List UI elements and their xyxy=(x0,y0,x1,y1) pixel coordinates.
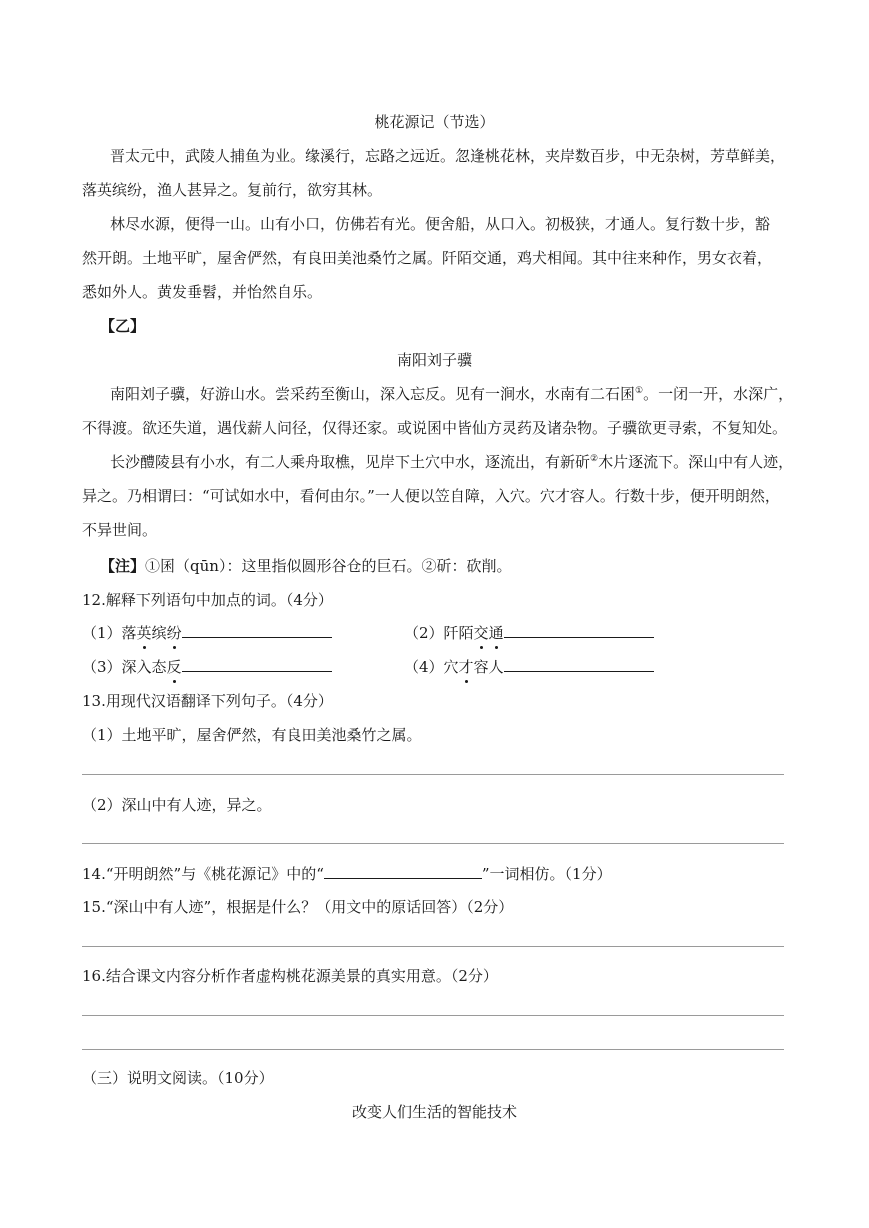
passage-b-tag: 【乙】 xyxy=(100,317,146,335)
passage-b-p2-line3: 不异世间。 xyxy=(82,521,158,539)
footnote-marker-1: ① xyxy=(635,386,644,396)
passage-a-p1-line2: 落英缤纷，渔人甚异之。复前行，欲穷其林。 xyxy=(82,181,383,199)
passage-a-p1-line1: 晋太元中，武陵人捕鱼为业。缘溪行，忘路之远近。忽逢桃花林，夹岸数百步，中无杂树，芳草鲜美， xyxy=(110,147,786,165)
q12-stem: 12.解释下列语句中加点的词。（4分） xyxy=(82,591,333,609)
q13-sentence-2: （2）深山中有人迹，异之。 xyxy=(82,796,272,814)
q16-stem: 16.结合课文内容分析作者虚构桃花源美景的真实用意。（2分） xyxy=(82,967,498,985)
footnote-marker-2: ② xyxy=(590,454,599,464)
q13-sentence-1: （1）土地平旷，屋舍俨然，有良田美池桑竹之属。 xyxy=(82,726,422,744)
section-3-title: 改变人们生活的智能技术 xyxy=(351,1103,517,1121)
q15-stem: 15.“深山中有人迹”，根据是什么？（用文中的原话回答）（2分） xyxy=(82,898,514,916)
passage-b-p1-line2: 不得渡。欲还失道，遇伐薪人问径，仅得还家。或说囷中皆仙方灵药及诸杂物。子骥欲更寻索，不复知处。 xyxy=(82,419,788,437)
q12-item-4: （4）穴才容人 xyxy=(404,656,654,677)
q12-item-3: （3）深入态反 xyxy=(82,656,332,677)
note-label: 【注】 xyxy=(100,557,146,575)
passage-b-p1-line1: 南阳刘子骥，好游山水。尝采药至衡山，深入忘反。见有一涧水，水南有二石囷①。一闭一开，水深广， xyxy=(110,385,794,403)
section-3-heading: （三）说明文阅读。（10分） xyxy=(82,1069,274,1087)
q13-answer-line-1[interactable] xyxy=(82,774,784,775)
q12-answer-1-blank[interactable] xyxy=(182,622,332,638)
passage-a-title: 桃花源记（节选） xyxy=(374,113,495,131)
q13-stem: 13.用现代汉语翻译下列句子。（4分） xyxy=(82,692,333,710)
passage-a-p2-line3: 悉如外人。黄发垂髫，并怡然自乐。 xyxy=(82,283,323,301)
q12-answer-2-blank[interactable] xyxy=(504,622,654,638)
q12-item-2: （2）阡陌交通 xyxy=(404,622,654,643)
passage-a-p2-line2: 然开朗。土地平旷，屋舍俨然，有良田美池桑竹之属。阡陌交通，鸡犬相闻。其中往来种作，男女衣着， xyxy=(82,249,773,267)
q16-answer-line-2[interactable] xyxy=(82,1049,784,1050)
q15-answer-line[interactable] xyxy=(82,946,784,947)
q12-item-1: （1）落英缤纷 xyxy=(82,622,332,643)
q12-answer-3-blank[interactable] xyxy=(182,656,332,672)
passage-a-p2-line1: 林尽水源，便得一山。山有小口，仿佛若有光。便舍船，从口入。初极狭，才通人。复行数十步，豁 xyxy=(110,215,771,233)
passage-b-p2-line2: 异之。乃相谓曰：“可试如水中，看何由尔。”一人便以笠自障，入穴。穴才容人。行数十步，便开明朗然， xyxy=(82,487,780,505)
annotation-note xyxy=(100,556,511,576)
q16-answer-line-1[interactable] xyxy=(82,1015,784,1016)
q13-answer-line-2[interactable] xyxy=(82,843,784,844)
q14-stem: 14.“开明朗然”与《桃花源记》中的“ ”一词相仿。（1分） xyxy=(82,865,612,883)
q14-answer-blank[interactable] xyxy=(324,863,482,879)
q12-answer-4-blank[interactable] xyxy=(504,656,654,672)
passage-b-p2-line1: 长沙醴陵县有小水，有二人乘舟取樵，见岸下土穴中水，逐流出，有新斫②木片逐流下。深山中有人迹， xyxy=(110,453,794,471)
note-text: ①囷（qūn）：这里指似圆形谷仓的巨石。②斫：砍削。 xyxy=(145,557,512,575)
passage-b-title: 南阳刘子骥 xyxy=(396,351,472,369)
